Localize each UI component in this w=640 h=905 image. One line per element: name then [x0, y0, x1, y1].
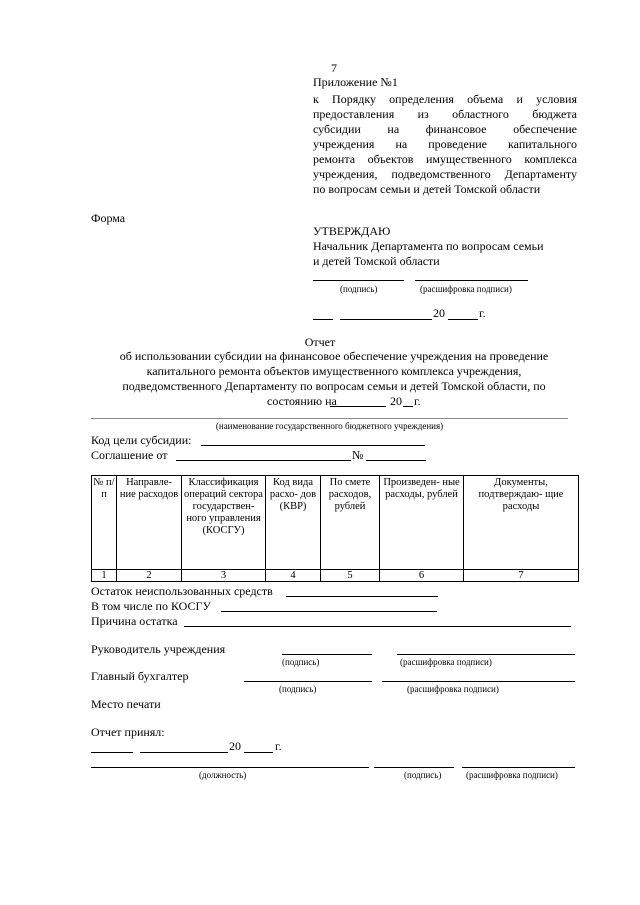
balance-reason-label: Причина остатка	[91, 614, 178, 628]
appendix-line-4: учреждения на проведение капитального	[313, 137, 577, 151]
page-number: 7	[331, 61, 337, 75]
accepted-month-line[interactable]	[140, 752, 228, 753]
unused-balance-line[interactable]	[286, 596, 438, 597]
unused-balance-label: Остаток неиспользованных средств	[91, 584, 273, 598]
approval-decoding-caption: (расшифровка подписи)	[420, 284, 512, 294]
report-subtitle-line1: об использовании субсидии на финансовое обеспечение учреждения на проведение	[119, 349, 549, 363]
purpose-code-line[interactable]	[201, 445, 425, 446]
table-number-cell: 5	[321, 570, 380, 582]
approval-day-line[interactable]	[313, 319, 333, 320]
accepted-signature-line[interactable]	[374, 767, 454, 768]
table-header-cell: Документы, подтверждаю- щие расходы	[464, 476, 579, 570]
table-number-cell: 1	[92, 570, 117, 582]
table-header-cell: Код вида расхо- дов (КВР)	[266, 476, 321, 570]
accountant-signature-line[interactable]	[244, 681, 372, 682]
accepted-label: Отчет принял:	[91, 725, 165, 739]
table-header-cell: Произведен- ные расходы, рублей	[380, 476, 464, 570]
approval-title: УТВЕРЖДАЮ	[313, 224, 391, 238]
table-header-cell: № п/ п	[92, 476, 117, 570]
accountant-signature-caption: (подпись)	[279, 684, 317, 694]
approval-signature-line[interactable]	[313, 280, 404, 281]
including-kosgu-line[interactable]	[221, 611, 437, 612]
accepted-decoding-caption: (расшифровка подписи)	[466, 770, 558, 780]
appendix-title: Приложение №1	[313, 75, 398, 89]
accepted-position-caption: (должность)	[199, 770, 247, 780]
table-number-cell: 7	[464, 570, 579, 582]
approval-year-suffix: г.	[479, 306, 486, 320]
approval-month-line[interactable]	[340, 319, 432, 320]
report-state-year: 20	[390, 394, 402, 408]
institution-caption: (наименование государственного бюджетного учреждения)	[215, 421, 444, 431]
report-subtitle-line3: подведомственного Департаменту по вопросам семьи и детей Томской области, по	[122, 379, 546, 393]
accepted-position-line[interactable]	[91, 767, 369, 768]
table-header-row	[92, 476, 579, 570]
report-state-year-line[interactable]	[403, 406, 413, 407]
appendix-line-2: предоставления из областного бюджета	[313, 107, 577, 121]
table-header-cell: По смете расходов, рублей	[321, 476, 380, 570]
seal-label: Место печати	[91, 697, 161, 711]
accepted-year-line[interactable]	[244, 752, 273, 753]
approval-year-line[interactable]	[448, 319, 478, 320]
approval-signature-caption: (подпись)	[340, 284, 378, 294]
including-kosgu-label: В том числе по КОСГУ	[91, 599, 211, 613]
appendix-line-7: по вопросам семьи и детей Томской области	[313, 182, 541, 196]
table-number-cell: 4	[266, 570, 321, 582]
report-state-suffix: г.	[414, 394, 421, 408]
accountant-decoding-caption: (расшифровка подписи)	[407, 684, 499, 694]
table-number-row	[92, 570, 579, 582]
report-state-prefix: состоянию на	[267, 394, 337, 408]
approval-position-line2: и детей Томской области	[313, 254, 440, 268]
accepted-signature-caption: (подпись)	[404, 770, 442, 780]
accountant-label: Главный бухгалтер	[91, 669, 189, 683]
agreement-number-line[interactable]	[366, 460, 426, 461]
table-header-cell: Классификация операций сектора государствен- ного управления (КОСГУ)	[182, 476, 266, 570]
approval-position-line1: Начальник Департамента по вопросам семьи	[313, 239, 544, 253]
head-signature-line[interactable]	[282, 654, 372, 655]
appendix-line-6: учреждения, подведомственного Департаменту	[313, 167, 577, 181]
report-title: Отчет	[304, 335, 336, 349]
accepted-decoding-line[interactable]	[462, 767, 575, 768]
accepted-date-suffix: г.	[275, 739, 282, 753]
accepted-day-line[interactable]	[91, 752, 133, 753]
head-decoding-line[interactable]	[397, 654, 575, 655]
institution-name-line[interactable]	[91, 418, 568, 419]
report-subtitle-line2: капитального ремонта объектов имущественного комплекса учреждения,	[146, 364, 522, 378]
table-number-cell: 2	[117, 570, 182, 582]
head-signature-caption: (подпись)	[282, 657, 320, 667]
report-table	[91, 475, 579, 582]
table-header-cell: Направле- ние расходов	[117, 476, 182, 570]
accountant-decoding-line[interactable]	[382, 681, 575, 682]
head-decoding-caption: (расшифровка подписи)	[400, 657, 492, 667]
table-number-cell: 3	[182, 570, 266, 582]
appendix-line-5: ремонта объектов имущественного комплекса	[313, 152, 577, 166]
balance-reason-line[interactable]	[184, 626, 571, 627]
report-state-date-line[interactable]	[330, 406, 386, 407]
appendix-line-3: субсидии на финансовое обеспечение	[313, 122, 577, 136]
approval-decoding-line[interactable]	[415, 280, 528, 281]
head-label: Руководитель учреждения	[91, 642, 226, 656]
agreement-label: Соглашение от	[91, 448, 168, 462]
form-label: Форма	[91, 211, 126, 225]
agreement-number-sign: №	[352, 448, 364, 462]
agreement-date-line[interactable]	[176, 460, 351, 461]
purpose-code-label: Код цели субсидии:	[91, 433, 192, 447]
approval-date-year-prefix: 20	[433, 306, 445, 320]
accepted-date-year: 20	[229, 739, 241, 753]
table-number-cell: 6	[380, 570, 464, 582]
appendix-line-1: к Порядку определения объема и условия	[313, 92, 577, 106]
